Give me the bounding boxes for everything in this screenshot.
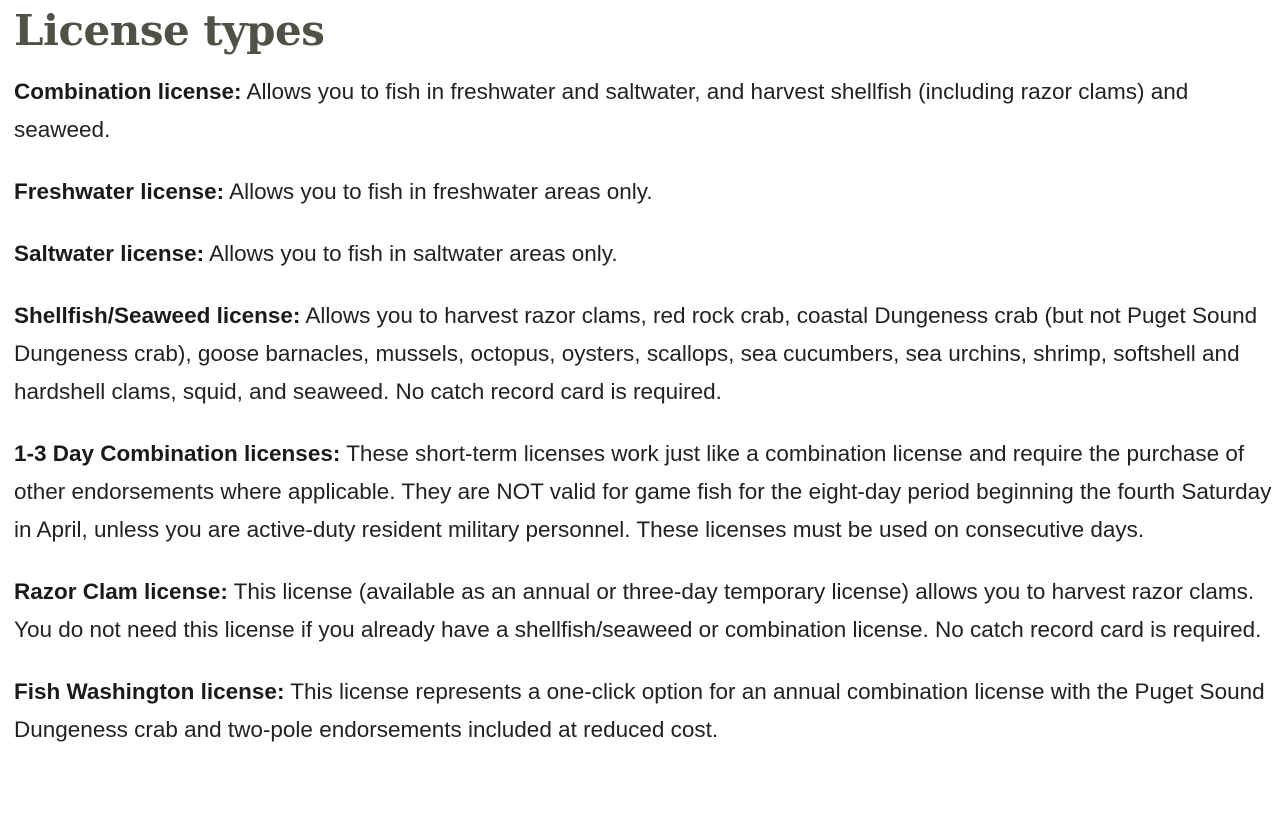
saltwater-license-entry (14, 235, 1276, 273)
license-term: Freshwater license: (14, 179, 225, 204)
combination-license-entry (14, 73, 1276, 149)
license-term: Razor Clam license: (14, 579, 228, 604)
shellfish-seaweed-license-entry (14, 297, 1276, 411)
license-description: Allows you to fish in freshwater areas only. (224, 179, 653, 204)
license-description: This license represents a one-click option for an annual combination license with the Puget Sound Dungeness crab and two-pole endorsements included at reduced cost. (14, 679, 1265, 742)
license-term: 1-3 Day Combination licenses: (14, 441, 341, 466)
license-types-section (14, 0, 1276, 749)
license-description: This license (available as an annual or three-day temporary license) allows you to harvest razor clams. You do not need this license if you already have a shellfish/seaweed or combination license. No catch record card is required. (14, 579, 1262, 642)
license-term: Combination license: (14, 79, 242, 104)
razor-clam-license-entry (14, 573, 1276, 649)
license-term: Saltwater license: (14, 241, 205, 266)
license-description: Allows you to fish in freshwater and saltwater, and harvest shellfish (including razor clams) and seaweed. (14, 79, 1189, 142)
license-term: Fish Washington license: (14, 679, 285, 704)
freshwater-license-entry (14, 173, 1276, 211)
fish-washington-license-entry (14, 673, 1276, 749)
license-description: Allows you to harvest razor clams, red rock crab, coastal Dungeness crab (but not Puget Sound Dungeness crab), goose barnacles, mussels, octopus, oysters, scallops, sea cucumbers, sea urchins, shrimp, softshell and hardshell clams, squid, and seaweed. No catch record card is required. (14, 303, 1258, 404)
license-term: Shellfish/Seaweed license: (14, 303, 301, 328)
license-description: These short-term licenses work just like a combination license and require the purchase of other endorsements where applicable. They are NOT valid for game fish for the eight-day period beginning the fourth Saturday in April, unless you are active-duty resident military personnel. These licenses must be used on consecutive days. (14, 441, 1272, 542)
page-title: License types (14, 6, 325, 55)
license-description: Allows you to fish in saltwater areas only. (204, 241, 618, 266)
short-term-combination-license-entry (14, 435, 1276, 549)
